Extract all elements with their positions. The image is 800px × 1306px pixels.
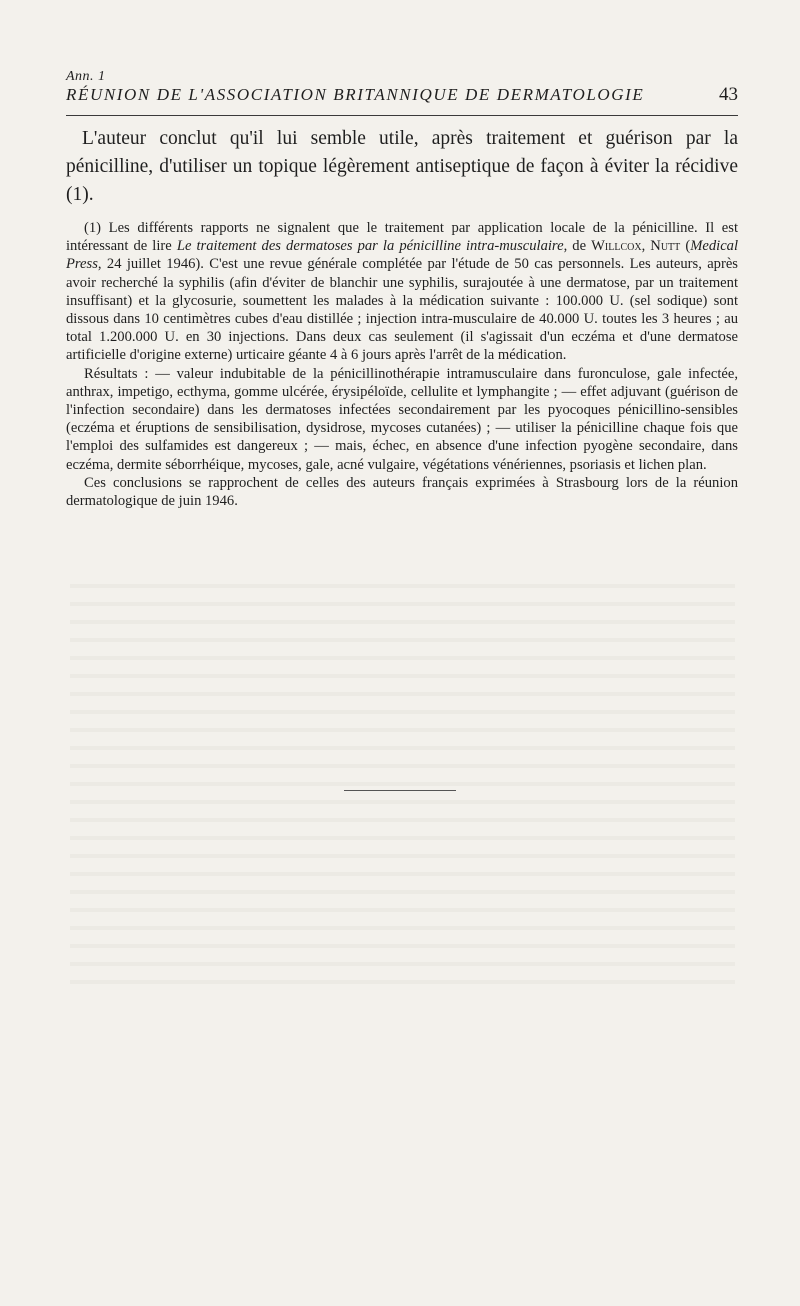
main-paragraph: L'auteur conclut qu'il lui semble utile, après traitement et guérison par la pénicilline, d'utiliser un topique légèrement antiseptique de façon à éviter la récidive (1). (66, 128, 738, 205)
footnote-text: , (641, 238, 651, 255)
annals-reference: Ann. 1 (66, 69, 106, 84)
footnote-paragraph-3: Ces conclusions se rapprochent de celles des auteurs français exprimées à Strasbourg lors de la réunion dermatologique de juin 1946. (66, 474, 738, 510)
footnote-text: ( (680, 238, 691, 255)
footnote-text: (1) Les différents rapports ne signalent que le traitement par application locale de la pénicilline. Il est intéressant de lire (66, 220, 738, 255)
header-rule (66, 115, 738, 116)
show-through-texture (70, 570, 735, 990)
section-separator-rule (344, 790, 456, 791)
author-nutt: Nutt (650, 238, 681, 255)
journal-name: Medical Press (66, 238, 739, 273)
footnote-text: , de (563, 238, 592, 255)
footnote-paragraph-1 (66, 219, 738, 365)
footnote (66, 219, 738, 510)
author-willcox: Willcox (591, 238, 642, 255)
footnote-text: , 24 juillet 1946). C'est une revue générale complétée par l'étude de 50 cas personnels. Les auteurs, après avoir recherché la syphilis (afin d'éviter de blanchir une syphilis, surajoutée à une dermatose, par un traitement insuffisant) et la glycosurie, soumettent les malades à la médication suivante : 100.000 U. (sel sodique) sont dissous dans 10 centimètres cubes d'eau distillée ; injection intra-musculaire de 40.000 U. toutes les 3 heures ; au total 1.200.000 U. en 30 injections. Dans deux cas seulement (il s'agissait d'un eczéma et d'une dermatose artificielle d'origine externe) urticaire géante 4 à 6 jours après l'arrêt de la médication. (66, 256, 738, 364)
footnote-paragraph-2: Résultats : — valeur indubitable de la pénicillinothérapie intramusculaire dans furonculose, gale infectée, anthrax, impetigo, ecthyma, gomme ulcérée, érysipéloïde, cellulite et lymphangite ; — effet adjuvant (guérison de l'infection secondaire) dans les dermatoses infectées secondairement par les pyocoques pénicillino-sensibles (eczéma et éruptions de sensibilisation, dysidrose, mycoses cutanées) ; — utiliser la pénicilline chaque fois que l'emploi des sulfamides est dangereux ; — mais, échec, en absence d'une infection pyogène secondaire, dans eczéma, dermite séborrhéique, mycoses, gale, acné vulgaire, végétations vénériennes, psoriasis et lichen plan. (66, 365, 738, 473)
running-header (66, 84, 738, 106)
running-title: RÉUNION DE L'ASSOCIATION BRITANNIQUE DE DERMATOLOGIE (66, 85, 645, 104)
cited-title: Le traitement des dermatoses par la pénicilline intra-musculaire (176, 238, 564, 255)
page-number: 43 (719, 84, 738, 105)
